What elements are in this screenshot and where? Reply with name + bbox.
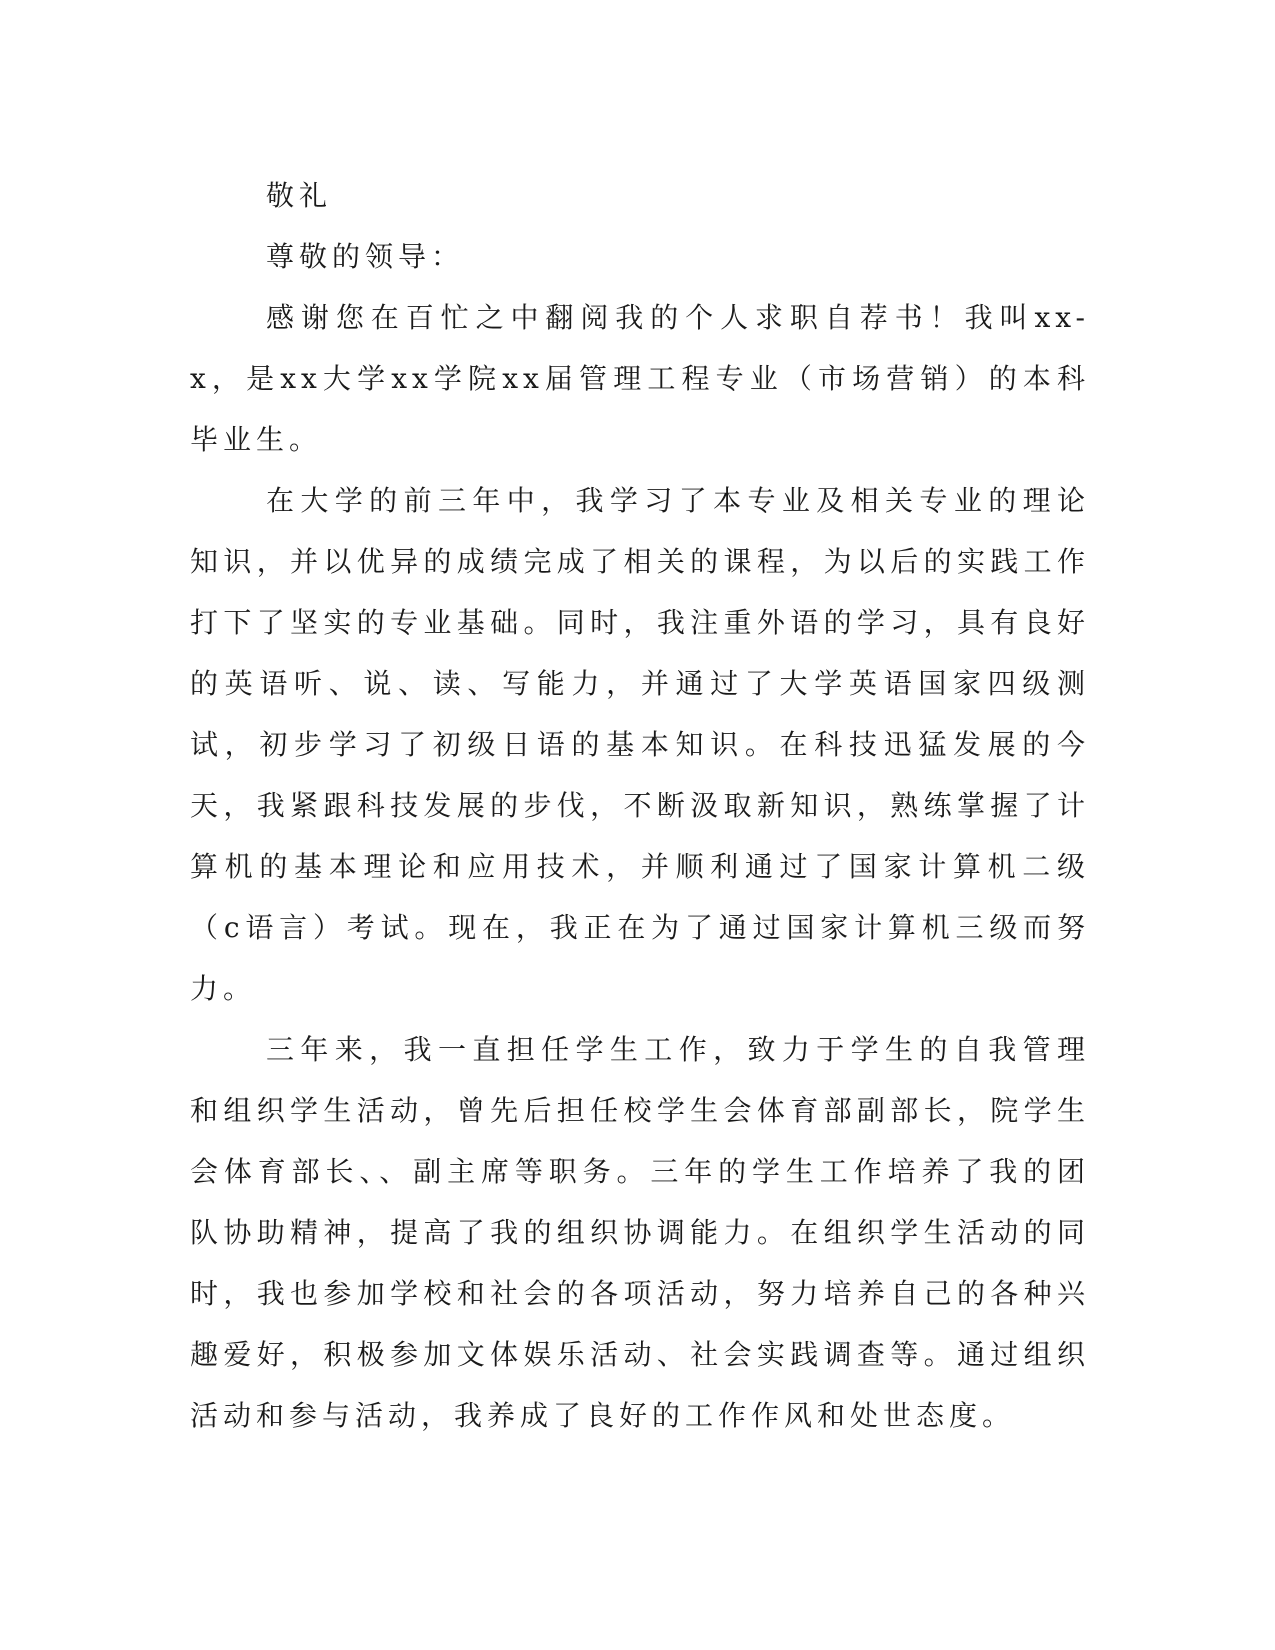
paragraph-activities: 三年来，我一直担任学生工作，致力于学生的自我管理和组织学生活动，曾先后担任校学生会体育部副部长，院学生会体育部长、、副主席等职务。三年的学生工作培养了我的团队协助精神，提高了我的组织协调能力。在组织学生活动的同时，我也参加学校和社会的各项活动，努力培养自己的各种兴趣爱好，积极参加文体娱乐活动、社会实践调查等。通过组织活动和参与活动，我养成了良好的工作作风和处世态度。 <box>190 1033 1090 1432</box>
letter-body <box>190 165 1090 1446</box>
paragraph-intro: 感谢您在百忙之中翻阅我的个人求职自荐书！我叫xx-x，是xx大学xx学院xx届管理工程专业（市场营销）的本科毕业生。 <box>190 301 1090 456</box>
paragraph-study: 在大学的前三年中，我学习了本专业及相关专业的理论知识，并以优异的成绩完成了相关的课程，为以后的实践工作打下了坚实的专业基础。同时，我注重外语的学习，具有良好的英语听、说、读、写能力，并通过了大学英语国家四级测试，初步学习了初级日语的基本知识。在科技迅猛发展的今天，我紧跟科技发展的步伐，不断汲取新知识，熟练掌握了计算机的基本理论和应用技术，并顺利通过了国家计算机二级（c语言）考试。现在，我正在为了通过国家计算机三级而努力。 <box>190 484 1090 1005</box>
closing-line: 敬礼 <box>266 179 333 212</box>
salutation-line: 尊敬的领导： <box>266 240 465 273</box>
